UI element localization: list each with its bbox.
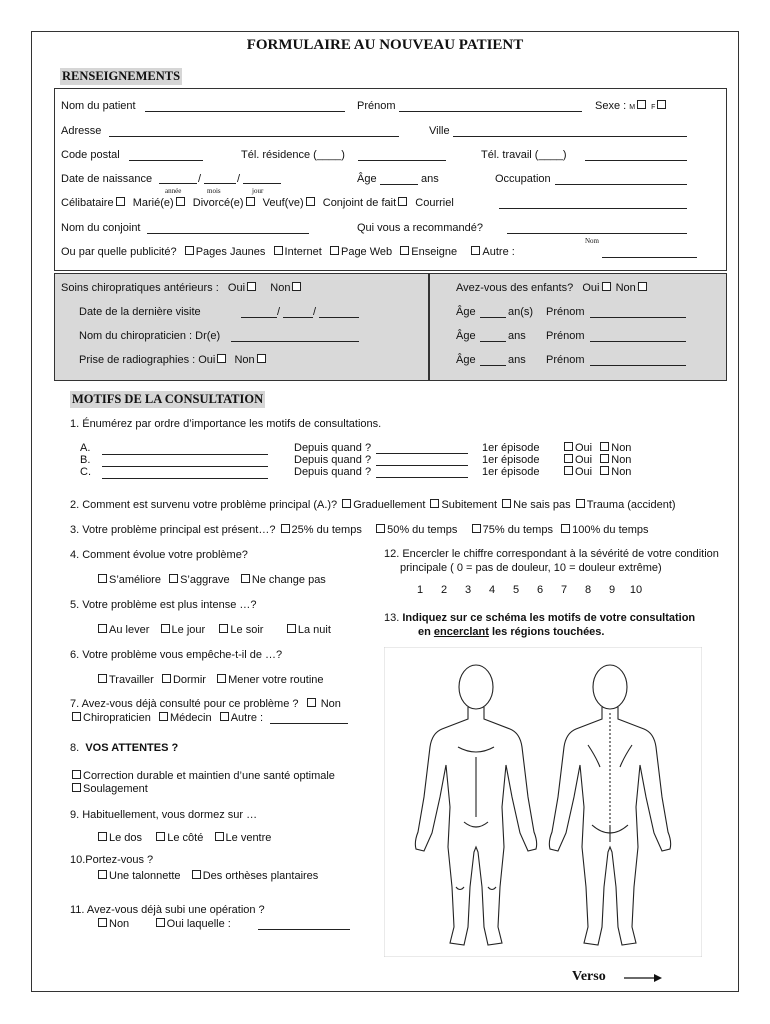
input-autre[interactable] [602, 257, 697, 258]
form-frame [31, 31, 739, 992]
input-motif-c[interactable] [102, 478, 268, 479]
q5-opt-nuit: La nuit [297, 624, 331, 636]
checkbox-q2-3[interactable] [576, 499, 585, 508]
q7-non: Non [320, 698, 341, 710]
input-prenom-child-3[interactable] [590, 365, 686, 366]
q11-non: Non [109, 918, 130, 930]
checkbox-pages-jaunes[interactable] [185, 246, 194, 255]
label-nom-patient: Nom du patient [61, 100, 136, 112]
q10-text: 10.Portez-vous ? [70, 854, 154, 866]
label-mois: mois [207, 187, 221, 195]
checkbox-page-web[interactable] [330, 246, 339, 255]
input-jour[interactable] [243, 183, 281, 184]
q10-opt-talonnette: Une talonnette [109, 870, 181, 882]
checkbox-q8-correction[interactable] [72, 770, 81, 779]
q3-opt-100: 100% du temps [572, 524, 649, 536]
label-a-oui: Oui [575, 442, 593, 454]
label-age: Âge [357, 173, 377, 185]
scale-6[interactable]: 6 [536, 584, 544, 596]
checkbox-q2-1[interactable] [430, 499, 439, 508]
q1-text: 1. Énumérez par ordre d’importance les motifs de consultations. [70, 418, 382, 430]
checkbox-q10-0[interactable] [98, 870, 107, 879]
q4-opt-aggrave: S’aggrave [180, 574, 230, 586]
checkbox-internet[interactable] [274, 246, 283, 255]
label-nom-conjoint: Nom du conjoint [61, 222, 141, 234]
label-date-naissance: Date de naissance [61, 173, 153, 185]
checkbox-enseigne[interactable] [400, 246, 409, 255]
input-q7-autre[interactable] [270, 723, 348, 724]
label-prenom-child-3: Prénom [546, 354, 585, 366]
input-q11-laquelle[interactable] [258, 929, 350, 930]
checkbox-q8-soulagement[interactable] [72, 783, 81, 792]
q7-text: 7. Avez-vous déjà consulté pour ce problème ? [70, 698, 299, 710]
label-ans-child-1: an(s) [508, 306, 534, 318]
q12-line1: 12. Encercler le chiffre correspondant à la sévérité de votre condition [384, 548, 719, 560]
label-annee: année [165, 187, 182, 195]
checkbox-q9-1[interactable] [156, 832, 165, 841]
checkbox-q5-2[interactable] [219, 624, 228, 633]
checkbox-q2-0[interactable] [342, 499, 351, 508]
row-a-episode: 1er épisode [482, 442, 540, 454]
label-b-oui: Oui [575, 454, 593, 466]
severity-scale [408, 584, 648, 597]
row-b-episode: 1er épisode [482, 454, 540, 466]
q7-options [70, 712, 263, 725]
sexe-group [595, 100, 668, 114]
input-visite-2[interactable] [283, 317, 313, 318]
q7-opt-medecin: Médecin [170, 712, 212, 724]
q4-options [96, 574, 326, 587]
checkbox-celibataire[interactable] [116, 197, 125, 206]
label-code-postal: Code postal [61, 149, 120, 161]
row-b-letter: B. [80, 454, 91, 466]
slash-v2: / [313, 306, 317, 318]
checkbox-q9-2[interactable] [215, 832, 224, 841]
checkbox-q4-0[interactable] [98, 574, 107, 583]
input-nom-conjoint[interactable] [147, 233, 309, 234]
checkbox-soins-non[interactable] [292, 282, 301, 291]
checkbox-b-oui[interactable] [564, 454, 573, 463]
scale-1[interactable]: 1 [416, 584, 424, 596]
slash-1: / [198, 173, 202, 185]
label-marie: Marié(e) [132, 197, 174, 209]
q3-opt-50: 50% du temps [387, 524, 458, 536]
label-nom: Nom [585, 237, 599, 245]
checkbox-radio-non[interactable] [257, 354, 266, 363]
q5-opt-lever: Au lever [109, 624, 150, 636]
checkbox-q11-oui[interactable] [156, 918, 165, 927]
input-adresse[interactable] [109, 136, 399, 137]
q3-opt-25: 25% du temps [291, 524, 362, 536]
input-prenom-child-2[interactable] [590, 341, 686, 342]
input-age-child-1[interactable] [480, 317, 506, 318]
scale-4[interactable]: 4 [488, 584, 496, 596]
input-mois[interactable] [204, 183, 236, 184]
checkbox-q2-2[interactable] [502, 499, 511, 508]
q8-line [70, 742, 178, 755]
q2-line [70, 499, 676, 512]
input-recommande[interactable] [507, 233, 687, 234]
q11-oui: Oui laquelle : [166, 918, 231, 930]
scale-5[interactable]: 5 [512, 584, 520, 596]
checkbox-sexe-m[interactable] [637, 100, 646, 109]
checkbox-a-oui[interactable] [564, 442, 573, 451]
scale-9[interactable]: 9 [608, 584, 616, 596]
input-prenom-child-1[interactable] [590, 317, 686, 318]
label-divorce: Divorcé(e) [192, 197, 244, 209]
q6-opt-dormir: Dormir [172, 674, 206, 686]
row-a-depuis: Depuis quand ? [294, 442, 372, 454]
checkbox-radio-oui[interactable] [217, 354, 226, 363]
enfants-box [429, 273, 727, 381]
input-age-child-3[interactable] [480, 365, 506, 366]
q8-opt1-line [70, 770, 335, 783]
input-motif-b[interactable] [102, 466, 268, 467]
checkbox-q6-1[interactable] [162, 674, 171, 683]
checkbox-q5-0[interactable] [98, 624, 107, 633]
input-nom-chiro[interactable] [231, 341, 359, 342]
renseignements-box [54, 88, 727, 271]
checkbox-c-oui[interactable] [564, 466, 573, 475]
checkbox-a-non[interactable] [600, 442, 609, 451]
etat-civil-group [61, 197, 454, 210]
q9-opt-cote: Le côté [167, 832, 204, 844]
section-renseignements: RENSEIGNEMENTS [62, 69, 181, 83]
q2-opt-trauma: Trauma (accident) [586, 499, 676, 511]
checkbox-q10-1[interactable] [192, 870, 201, 879]
q8-opt2-line [70, 783, 148, 796]
label-publicite: Ou par quelle publicité? [61, 246, 177, 258]
input-courriel[interactable] [499, 208, 687, 209]
q8-text: VOS ATTENTES ? [85, 742, 179, 754]
checkbox-enfants-oui[interactable] [602, 282, 611, 291]
soins-group [61, 282, 303, 295]
input-ville[interactable] [453, 136, 687, 137]
row-c-oui-non [562, 466, 631, 479]
label-conjoint-fait: Conjoint de fait [322, 197, 397, 209]
body-diagram[interactable] [384, 647, 702, 957]
checkbox-veuf[interactable] [306, 197, 315, 206]
checkbox-q5-3[interactable] [287, 624, 296, 633]
q4-opt-ameliore: S’améliore [109, 574, 161, 586]
label-ans-child-3: ans [508, 354, 526, 366]
q7-opt-chiro: Chiropraticien [83, 712, 151, 724]
label-prenom-child-1: Prénom [546, 306, 585, 318]
scale-3[interactable]: 3 [464, 584, 472, 596]
checkbox-q3-2[interactable] [472, 524, 481, 533]
q4-opt-ne-change: Ne change pas [251, 574, 326, 586]
scale-10[interactable]: 10 [629, 584, 643, 596]
label-tel-residence: Tél. résidence (____) [241, 149, 345, 161]
q9-options [96, 832, 271, 845]
checkbox-q3-0[interactable] [281, 524, 290, 533]
q6-options [96, 674, 324, 687]
checkbox-q3-1[interactable] [376, 524, 385, 533]
input-tel-travail[interactable] [585, 160, 687, 161]
checkbox-conjoint-fait[interactable] [398, 197, 407, 206]
row-c-episode: 1er épisode [482, 466, 540, 478]
label-enseigne: Enseigne [411, 246, 458, 258]
checkbox-q3-3[interactable] [561, 524, 570, 533]
label-c-oui: Oui [575, 466, 593, 478]
arrow-right-icon[interactable] [622, 972, 666, 984]
label-enfants: Avez-vous des enfants? [456, 282, 574, 294]
input-tel-residence[interactable] [358, 160, 446, 161]
q10-options [96, 870, 318, 883]
label-sexe-f: F [651, 104, 656, 111]
row-a-letter: A. [80, 442, 91, 454]
input-age[interactable] [380, 184, 418, 185]
input-visite-3[interactable] [319, 317, 359, 318]
input-prenom[interactable] [399, 111, 582, 112]
checkbox-q7-0[interactable] [72, 712, 81, 721]
q2-opt-ne-sais-pas: Ne sais pas [513, 499, 571, 511]
row-b-depuis: Depuis quand ? [294, 454, 372, 466]
q5-text: 5. Votre problème est plus intense …? [70, 599, 257, 611]
label-pages-jaunes: Pages Jaunes [195, 246, 266, 258]
label-sexe-m: M [629, 104, 636, 111]
checkbox-sexe-f[interactable] [657, 100, 666, 109]
input-code-postal[interactable] [129, 160, 203, 161]
label-autre: Autre : [482, 246, 515, 258]
input-motif-a[interactable] [102, 454, 268, 455]
scale-7[interactable]: 7 [560, 584, 568, 596]
label-soins-non: Non [270, 282, 291, 294]
input-visite-1[interactable] [241, 317, 277, 318]
radiographies-group [79, 354, 268, 367]
label-ans-child-2: ans [508, 330, 526, 342]
checkbox-q4-1[interactable] [169, 574, 178, 583]
slash-v1: / [277, 306, 281, 318]
q13-underlined: encerclant [433, 626, 489, 638]
label-recommande: Qui vous a recommandé? [357, 222, 483, 234]
label-c-non: Non [611, 466, 632, 478]
input-depuis-a[interactable] [376, 453, 468, 454]
input-nom-patient[interactable] [145, 111, 345, 112]
q9-text: 9. Habituellement, vous dormez sur … [70, 809, 258, 821]
q13-num: 13. [384, 612, 400, 624]
label-radiographies: Prise de radiographies : Oui [79, 354, 216, 366]
q4-text: 4. Comment évolue votre problème? [70, 549, 248, 561]
checkbox-b-non[interactable] [600, 454, 609, 463]
label-jour: jour [252, 187, 264, 195]
label-page-web: Page Web [340, 246, 393, 258]
checkbox-c-non[interactable] [600, 466, 609, 475]
q13-text-a: Indiquez sur ce schéma les motifs de votre consultation [402, 612, 696, 624]
q13-pre: en [418, 626, 434, 638]
label-soins: Soins chiropratiques antérieurs : [61, 282, 219, 294]
label-soins-oui: Oui [227, 282, 246, 294]
scale-8[interactable]: 8 [584, 584, 592, 596]
q2-opt-graduellement: Graduellement [353, 499, 426, 511]
row-c-letter: C. [80, 466, 91, 478]
label-ville: Ville [429, 125, 450, 137]
enfants-group [456, 282, 649, 295]
label-enfants-oui: Oui [582, 282, 600, 294]
checkbox-q7-non[interactable] [307, 698, 316, 707]
checkbox-q9-0[interactable] [98, 832, 107, 841]
slash-2: / [237, 173, 241, 185]
label-age-child-1: Âge [456, 306, 476, 318]
q8-opt-soulagement: Soulagement [83, 783, 148, 795]
checkbox-q4-2[interactable] [241, 574, 250, 583]
input-depuis-c[interactable] [376, 477, 468, 478]
label-a-non: Non [611, 442, 632, 454]
antecedents-box [54, 273, 429, 381]
q3-line [70, 524, 649, 537]
label-nom-chiro: Nom du chiropraticien : Dr(e) [79, 330, 221, 342]
label-sexe: Sexe : [595, 100, 627, 112]
q2-opt-subitement: Subitement [441, 499, 498, 511]
q9-opt-ventre: Le ventre [225, 832, 272, 844]
label-occupation: Occupation [495, 173, 551, 185]
checkbox-q7-1[interactable] [159, 712, 168, 721]
checkbox-enfants-non[interactable] [638, 282, 647, 291]
publicite-group [61, 246, 515, 259]
label-b-non: Non [611, 454, 632, 466]
checkbox-q11-non[interactable] [98, 918, 107, 927]
label-age-child-3: Âge [456, 354, 476, 366]
q13-line2 [418, 626, 604, 639]
q11-options [96, 918, 231, 931]
label-tel-travail: Tél. travail (____) [481, 149, 567, 161]
label-derniere-visite: Date de la dernière visite [79, 306, 201, 318]
label-prenom: Prénom [357, 100, 396, 112]
label-age-child-2: Âge [456, 330, 476, 342]
row-c-depuis: Depuis quand ? [294, 466, 372, 478]
q5-opt-jour: Le jour [171, 624, 206, 636]
label-ans: ans [421, 173, 439, 185]
label-radio-non: Non [234, 354, 255, 366]
q5-opt-soir: Le soir [230, 624, 264, 636]
label-veuf: Veuf(ve) [262, 197, 304, 209]
label-courriel: Courriel [415, 197, 454, 209]
q12-line2: principale ( 0 = pas de douleur, 10 = douleur extrême) [400, 562, 662, 574]
verso-label: Verso [572, 969, 606, 984]
checkbox-q7-2[interactable] [220, 712, 229, 721]
input-depuis-b[interactable] [376, 465, 468, 466]
label-enfants-non: Non [615, 282, 636, 294]
q7-opt-autre: Autre : [230, 712, 264, 724]
label-internet: Internet [284, 246, 322, 258]
q6-opt-travailler: Travailler [109, 674, 154, 686]
checkbox-q5-1[interactable] [161, 624, 170, 633]
scale-2[interactable]: 2 [440, 584, 448, 596]
checkbox-marie[interactable] [176, 197, 185, 206]
checkbox-q6-0[interactable] [98, 674, 107, 683]
label-celibataire: Célibataire [61, 197, 114, 209]
input-age-child-2[interactable] [480, 341, 506, 342]
q13-line1 [384, 612, 695, 625]
q5-options [96, 624, 331, 637]
q2-text: 2. Comment est survenu votre problème principal (A.)? [70, 499, 338, 511]
q13-post: les régions touchées. [488, 626, 605, 638]
input-occupation[interactable] [555, 184, 687, 185]
label-prenom-child-2: Prénom [546, 330, 585, 342]
q10-opt-ortheses: Des orthèses plantaires [202, 870, 319, 882]
checkbox-soins-oui[interactable] [247, 282, 256, 291]
q3-text: 3. Votre problème principal est présent…? [70, 524, 276, 536]
label-adresse: Adresse [61, 125, 102, 137]
checkbox-divorce[interactable] [246, 197, 255, 206]
q3-opt-75: 75% du temps [482, 524, 553, 536]
form-title: FORMULAIRE AU NOUVEAU PATIENT [246, 37, 524, 53]
q7-line [70, 698, 341, 711]
q6-opt-routine: Mener votre routine [228, 674, 324, 686]
checkbox-autre[interactable] [471, 246, 480, 255]
q6-text: 6. Votre problème vous empêche-t-il de …? [70, 649, 283, 661]
q8-opt-correction: Correction durable et maintien d’une santé optimale [83, 770, 335, 782]
q9-opt-dos: Le dos [109, 832, 143, 844]
checkbox-q6-2[interactable] [217, 674, 226, 683]
q11-text: 11. Avez-vous déjà subi une opération ? [70, 904, 265, 916]
q8-num: 8. [70, 742, 80, 754]
section-motifs: MOTIFS DE LA CONSULTATION [72, 392, 264, 406]
input-annee[interactable] [159, 183, 197, 184]
